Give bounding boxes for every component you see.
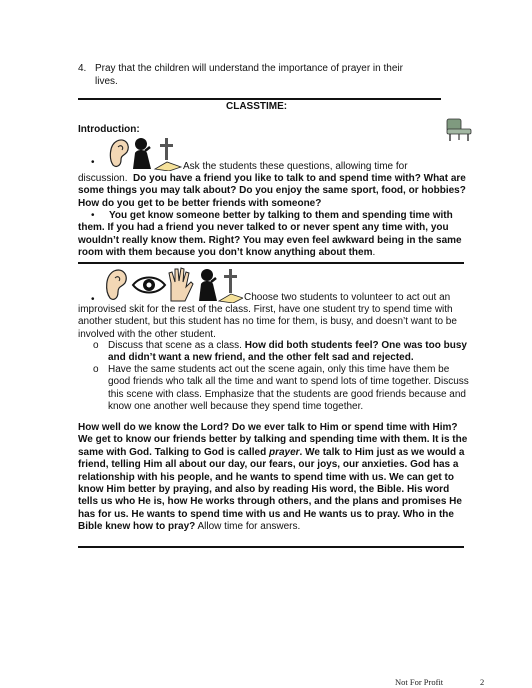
ear-icon — [110, 140, 128, 166]
item4-text — [95, 63, 475, 88]
bullet: • — [91, 210, 95, 221]
closing-text: How well do we know the Lord? Do we ever talk to Him or spend time with Him? We get to know our friends better by talking and spending time with them. It is the same with God. Talking to God is called — [78, 422, 468, 458]
activity-icon-group — [103, 265, 243, 303]
bullet1-paragraph — [78, 173, 478, 210]
intro-icon-group — [107, 135, 183, 171]
footer-label: Not For Profit — [395, 677, 444, 687]
sub1-questions: How did both students feel? One was too busy and didn’t want a new friend, and the other felt sad and rejected. — [108, 340, 467, 364]
list-number: 4. — [78, 63, 87, 74]
bible-cross-icon — [155, 138, 181, 171]
chair-icon — [444, 117, 476, 143]
prayer-word: prayer — [268, 446, 300, 458]
bullet1-intro: Ask the students these questions, allowing time for — [183, 161, 408, 172]
bullet2-text: You get know someone better by talking to them and spending time with them. If you had a friend you never talked to or never spent any time with, you wouldn’t really know them. Right? You may even feel awkward being in the same room with them because you don’t know anything about them — [78, 210, 462, 259]
praying-child-icon — [133, 138, 151, 169]
introduction-heading: Introduction: — [78, 124, 140, 135]
bullet2-end: . — [372, 247, 376, 259]
bullet1-questions: Do you have a friend you like to talk to and spend time with? What are some things you may talk about? Do you enjoy the same sport, food, or hobbies? How do you get to be better friends with someone? — [78, 173, 466, 209]
divider — [78, 262, 464, 264]
ear-icon — [107, 270, 127, 299]
eye-icon — [133, 278, 165, 293]
closing-paragraph — [78, 422, 470, 534]
activity-text: improvised skit for the rest of the class. First, have one student try to spend time with another student, but this student has no time for them, is busy, and doesn’t want to be involved with the other student. — [78, 304, 457, 340]
activity-intro: Choose two students to volunteer to act out an — [244, 292, 451, 303]
closing-text-2: . We talk to Him just as we would a friend, telling Him all about our day, our fears, our joys, our anxieties. God has a relationship with his people, and he wants to spend time with us. We can get to know Him better by praying, and also by reading His word, the Bible. His word tells us who He is, how He works through others, and the plans and promises He has for us. He wants to spend time with us and He wants us to pray. Who in the Bible knew how to pray? — [78, 446, 465, 533]
sub-bullet-marker: o — [93, 340, 99, 351]
bullet: • — [91, 294, 95, 305]
sub-bullet-1 — [108, 340, 470, 365]
classtime-heading: CLASSTIME: — [226, 101, 288, 112]
item4-line2: lives. — [95, 75, 118, 87]
sub-bullet-2: Have the same students act out the scene again, only this time have them be good friends who talk all the time and want to spend lots of time together. Discuss this scene with class. Emphasize that the students are good friends because and know one another well because they spend time together. — [108, 364, 469, 412]
divider — [78, 98, 441, 100]
hand-icon — [169, 268, 193, 301]
page-number: 2 — [480, 677, 485, 687]
bible-cross-icon — [219, 269, 243, 303]
sub-bullet-marker: o — [93, 364, 99, 375]
sub1-text: Discuss that scene as a class. — [108, 340, 242, 351]
divider — [78, 546, 464, 548]
bullet1-lead: discussion. — [78, 173, 128, 184]
bullet: • — [91, 157, 95, 168]
praying-child-icon — [199, 269, 217, 301]
bullet2-paragraph — [78, 210, 478, 260]
item4-line1: Pray that the children will understand the importance of prayer in their — [95, 63, 403, 74]
closing-instruction: Allow time for answers. — [197, 521, 301, 533]
